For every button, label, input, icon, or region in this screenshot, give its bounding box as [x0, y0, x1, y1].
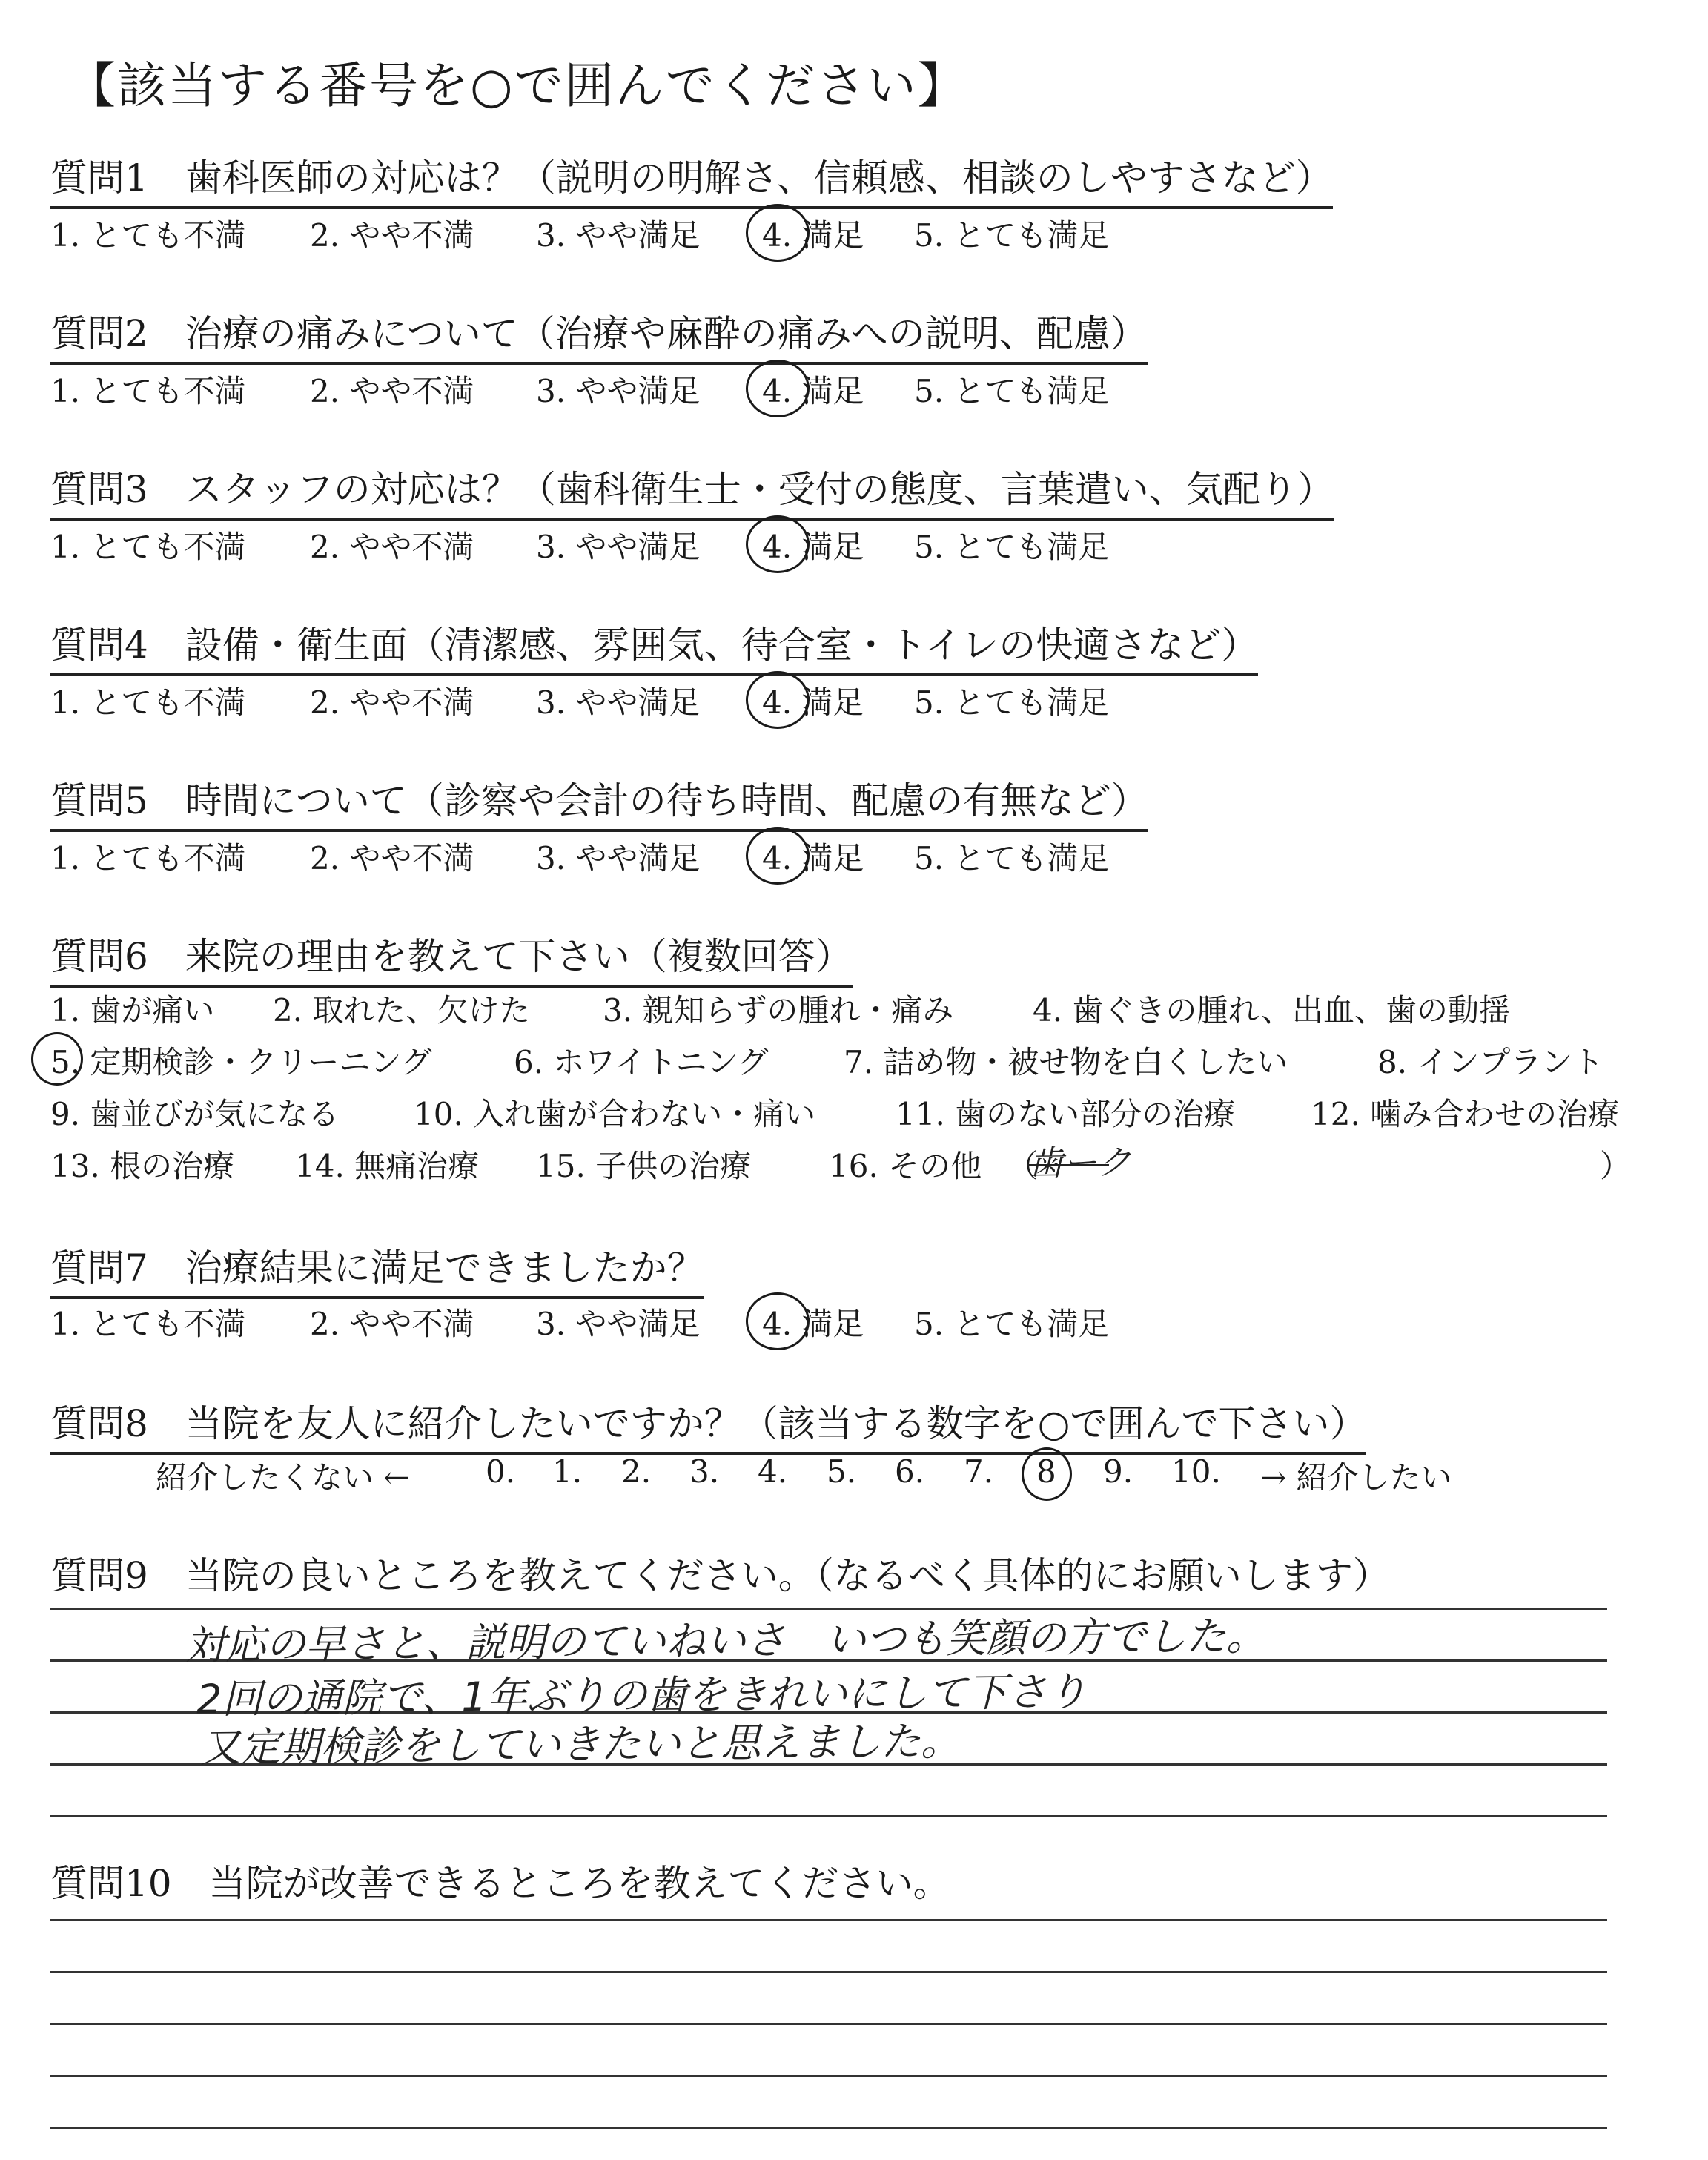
- q6-option-13[interactable]: 13. 根の治療: [50, 1148, 235, 1184]
- question-4-label: 質問4 設備・衛生面（清潔感、雰囲気、待合室・トイレの快適さなど）: [50, 615, 1258, 676]
- q6-other-handwriting[interactable]: 歯ーク: [1028, 1142, 1132, 1183]
- q2-option-4[interactable]: 4. 満足: [762, 373, 864, 409]
- q8-number-2[interactable]: 2.: [621, 1453, 652, 1490]
- question-9-label: 質問9 当院の良いところを教えてください。（なるべく具体的にお願いします）: [50, 1554, 1390, 1597]
- q8-number-10[interactable]: 10.: [1171, 1453, 1221, 1490]
- q10-rule-2[interactable]: [50, 1971, 1607, 1973]
- q8-number-0[interactable]: 0.: [486, 1453, 516, 1490]
- q2-answer-circle: [746, 360, 810, 417]
- q8-number-7[interactable]: 7.: [964, 1453, 994, 1490]
- q2-option-1[interactable]: 1. とても不満: [50, 373, 246, 409]
- q4-option-2[interactable]: 2. やや不満: [310, 684, 474, 721]
- q8-number-8[interactable]: 8: [1036, 1453, 1056, 1490]
- q1-option-4[interactable]: 4. 満足: [762, 217, 864, 254]
- q6-option-2[interactable]: 2. 取れた、欠けた: [273, 992, 531, 1028]
- question-3-label: 質問3 スタッフの対応は？（歯科衛生士・受付の態度、言葉遣い、気配り）: [50, 460, 1334, 521]
- q3-option-2[interactable]: 2. やや不満: [310, 529, 474, 565]
- q7-option-3[interactable]: 3. やや満足: [536, 1306, 701, 1342]
- question-10-label: 質問10 当院が改善できるところを教えてください。: [50, 1862, 950, 1905]
- q8-number-9[interactable]: 9.: [1103, 1453, 1133, 1490]
- q8-number-4[interactable]: 4.: [758, 1453, 788, 1490]
- q6-other-close-paren: ）: [1600, 1148, 1632, 1184]
- q1-option-2[interactable]: 2. やや不満: [310, 217, 474, 254]
- q6-option-5[interactable]: 5. 定期検診・クリーニング: [50, 1044, 432, 1080]
- q7-option-2[interactable]: 2. やや不満: [310, 1306, 474, 1342]
- q4-option-1[interactable]: 1. とても不満: [50, 684, 246, 721]
- q7-option-4[interactable]: 4. 満足: [762, 1306, 864, 1342]
- q8-number-1[interactable]: 1.: [552, 1453, 583, 1490]
- q9-answer-line-1[interactable]: 対応の早さと、説明のていねいさ いつも笑顔の方でした。: [185, 1612, 1267, 1669]
- q2-option-3[interactable]: 3. やや満足: [536, 373, 701, 409]
- q3-answer-circle: [746, 515, 810, 573]
- q8-answer-circle: [1022, 1447, 1072, 1501]
- q2-option-5[interactable]: 5. とても満足: [914, 373, 1110, 409]
- q8-right-label: → 紹介したい: [1260, 1459, 1452, 1496]
- q7-answer-circle: [746, 1292, 810, 1350]
- q6-option-7[interactable]: 7. 詰め物・被せ物を白くしたい: [844, 1044, 1288, 1080]
- q6-option-8[interactable]: 8. インプラント: [1377, 1044, 1604, 1080]
- q10-rule-1[interactable]: [50, 1919, 1607, 1921]
- q9-rule-5: [50, 1815, 1607, 1817]
- q8-number-6[interactable]: 6.: [895, 1453, 925, 1490]
- q5-option-2[interactable]: 2. やや不満: [310, 840, 474, 876]
- question-7-label: 質問7 治療結果に満足できましたか？: [50, 1238, 704, 1299]
- q5-option-5[interactable]: 5. とても満足: [914, 840, 1110, 876]
- q6-option-9[interactable]: 9. 歯並びが気になる: [50, 1096, 340, 1132]
- q6-option-11[interactable]: 11. 歯のない部分の治療: [896, 1096, 1236, 1132]
- question-6-label: 質問6 来院の理由を教えて下さい（複数回答）: [50, 927, 853, 988]
- q4-option-3[interactable]: 3. やや満足: [536, 684, 701, 721]
- q6-option-15[interactable]: 15. 子供の治療: [536, 1148, 752, 1184]
- q10-rule-5[interactable]: [50, 2127, 1607, 2129]
- q5-answer-circle: [746, 827, 810, 885]
- q1-option-1[interactable]: 1. とても不満: [50, 217, 246, 254]
- q5-option-3[interactable]: 3. やや満足: [536, 840, 701, 876]
- q6-option-3[interactable]: 3. 親知らずの腫れ・痛み: [603, 992, 954, 1028]
- q7-option-1[interactable]: 1. とても不満: [50, 1306, 246, 1342]
- q6-other-strikethrough: [1027, 1164, 1109, 1166]
- q8-left-label: 紹介したくない ←: [156, 1459, 410, 1496]
- q1-answer-circle: [746, 204, 810, 262]
- question-5-label: 質問5 時間について（診察や会計の待ち時間、配慮の有無など）: [50, 771, 1148, 832]
- q10-rule-4[interactable]: [50, 2075, 1607, 2077]
- q6-option-14[interactable]: 14. 無痛治療: [295, 1148, 480, 1184]
- q4-option-4[interactable]: 4. 満足: [762, 684, 864, 721]
- q2-option-2[interactable]: 2. やや不満: [310, 373, 474, 409]
- question-2-label: 質問2 治療の痛みについて（治療や麻酔の痛みへの説明、配慮）: [50, 304, 1148, 365]
- q6-option-10[interactable]: 10. 入れ歯が合わない・痛い: [414, 1096, 816, 1132]
- q6-option-6[interactable]: 6. ホワイトニング: [514, 1044, 769, 1080]
- q10-rule-3[interactable]: [50, 2023, 1607, 2025]
- q6-other-open-paren: （: [1007, 1148, 1039, 1184]
- q6-option-16[interactable]: 16. その他: [829, 1148, 982, 1184]
- question-8-label: 質問8 当院を友人に紹介したいですか？（該当する数字を○で囲んで下さい）: [50, 1394, 1366, 1455]
- q1-option-3[interactable]: 3. やや満足: [536, 217, 701, 254]
- q3-option-1[interactable]: 1. とても不満: [50, 529, 246, 565]
- q6-option-4[interactable]: 4. 歯ぐきの腫れ、出血、歯の動揺: [1033, 992, 1510, 1028]
- q6-answer-circle: [31, 1032, 83, 1086]
- q8-number-3[interactable]: 3.: [689, 1453, 720, 1490]
- q8-number-5[interactable]: 5.: [827, 1453, 857, 1490]
- q3-option-5[interactable]: 5. とても満足: [914, 529, 1110, 565]
- q1-option-5[interactable]: 5. とても満足: [914, 217, 1110, 254]
- page-title: 【該当する番号を○で囲んでください】: [67, 57, 968, 114]
- q4-answer-circle: [746, 671, 810, 729]
- q5-option-4[interactable]: 4. 満足: [762, 840, 864, 876]
- q9-answer-line-2[interactable]: 2回の通院で、1年ぶりの歯をきれいにして下さり: [196, 1668, 1088, 1723]
- q6-option-1[interactable]: 1. 歯が痛い: [50, 992, 215, 1028]
- q3-option-4[interactable]: 4. 満足: [762, 529, 864, 565]
- q5-option-1[interactable]: 1. とても不満: [50, 840, 246, 876]
- q6-option-12[interactable]: 12. 噛み合わせの治療: [1311, 1096, 1620, 1132]
- q4-option-5[interactable]: 5. とても満足: [914, 684, 1110, 721]
- question-1-label: 質問1 歯科医師の対応は？（説明の明解さ、信頼感、相談のしやすさなど）: [50, 148, 1333, 209]
- q9-answer-line-3[interactable]: 又定期検診をしていきたいと思えました。: [199, 1717, 961, 1771]
- q3-option-3[interactable]: 3. やや満足: [536, 529, 701, 565]
- q7-option-5[interactable]: 5. とても満足: [914, 1306, 1110, 1342]
